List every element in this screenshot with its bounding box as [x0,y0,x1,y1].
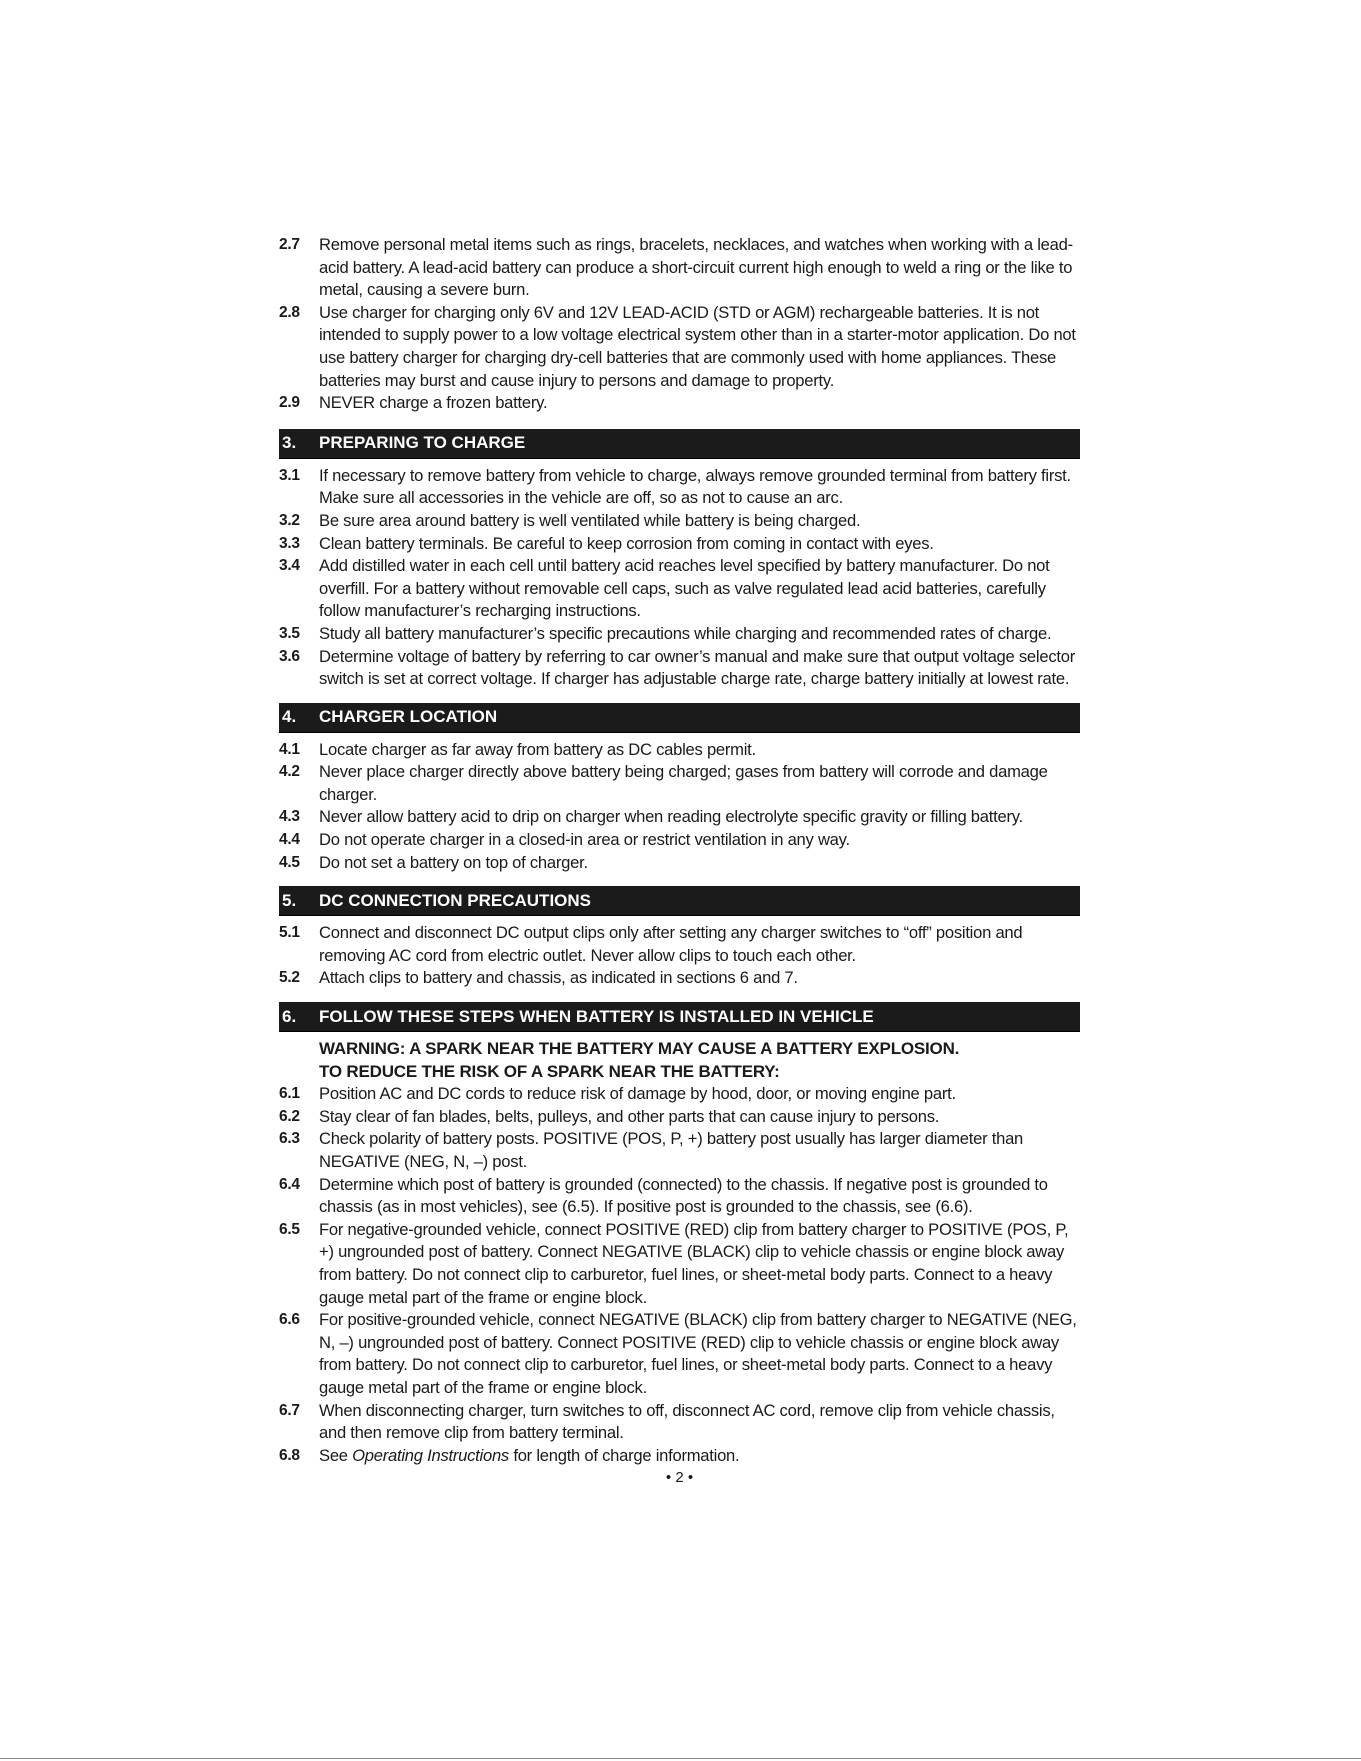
item-text: Attach clips to battery and chassis, as indicated in sections 6 and 7. [319,968,798,988]
item-number: 3.1 [279,466,300,484]
item-text: Determine voltage of battery by referring to car owner’s manual and make sure that output voltage selector switch is set at correct voltage. If charger has adjustable charge rate, charge battery initially at lowest rate. [319,646,1075,689]
list-item [279,465,1080,510]
item-number: 3.4 [279,557,300,575]
item-text: Locate charger as far away from battery as DC cables permit. [319,739,756,759]
list-item [279,510,1080,533]
list-item [279,392,1080,415]
section-6-list [279,1083,1080,1445]
bottom-edge-line [0,1758,1361,1759]
list-item [279,829,1080,852]
list-item [279,922,1080,967]
section-number: 3. [282,433,297,453]
list-item [279,646,1080,691]
item-text: Use charger for charging only 6V and 12V LEAD-ACID (STD or AGM) rechargeable batteries. It is not intended to supply power to a low voltage electrical system other than in a starter-motor application. Do not use battery charger for charging dry-cell batteries that are commonly used with home appliances. These batteries may burst and cause injury to persons and damage to property. [319,302,1076,390]
item-text: Do not operate charger in a closed-in area or restrict ventilation in any way. [319,830,850,850]
item-number: 2.7 [279,236,300,253]
item-number: 3.2 [279,511,300,529]
item-text: For negative-grounded vehicle, connect POSITIVE (RED) clip from battery charger to POSITIVE (POS, P, +) ungrounded post of battery. Connect NEGATIVE (BLACK) clip to vehicle chassis or engine block away from battery. Do not connect clip to carburetor, fuel lines, or sheet-metal body parts. Connect to a heavy gauge metal part of the frame or engine block. [319,1219,1069,1307]
item-number: 4.3 [279,808,300,826]
item-text: Check polarity of battery posts. POSITIVE (POS, P, +) battery post usually has larger diameter than NEGATIVE (NEG, N, –) post. [319,1129,1024,1171]
item-text: Position AC and DC cords to reduce risk of damage by hood, door, or moving engine part. [319,1084,956,1104]
item-number: 6.5 [279,1220,300,1238]
item-text: NEVER charge a frozen battery. [319,393,548,413]
item-text: Never allow battery acid to drip on charger when reading electrolyte specific gravity or filling battery. [319,807,1023,827]
item-text: Stay clear of fan blades, belts, pulleys, and other parts that can cause injury to persons. [319,1106,940,1126]
list-item [279,302,1080,392]
list-item [279,1400,1080,1445]
item-number: 3.3 [279,534,300,552]
list-item [279,1128,1080,1173]
list-item [279,852,1080,875]
list-item [279,623,1080,646]
item-text: Connect and disconnect DC output clips only after setting any charger switches to “off” position and removing AC cord from electric outlet. Never allow clips to touch each other. [319,923,1023,965]
item-text: Remove personal metal items such as rings, bracelets, necklaces, and watches when working with a lead-acid battery. A lead-acid battery can produce a short-circuit current high enough to weld a ring or the like to metal, causing a severe burn. [319,235,1073,300]
item-number: 6.2 [279,1107,300,1125]
item-number: 2.9 [279,394,300,412]
item-text: When disconnecting charger, turn switches to off, disconnect AC cord, remove clip from vehicle chassis, and then remove clip from battery terminal. [319,1400,1055,1443]
item-number: 4.5 [279,853,300,871]
section-title: PREPARING TO CHARGE [319,433,526,453]
item-number: 6.8 [279,1446,300,1464]
item-text: Do not set a battery on top of charger. [319,852,588,872]
section-number: 5. [282,890,297,910]
item-number: 3.5 [279,624,300,642]
list-item [279,1445,1080,1468]
section-4-list [279,739,1080,875]
manual-page [279,234,1080,1486]
item-number: 4.4 [279,831,300,849]
item-text-post: for length of charge information. [508,1445,740,1465]
warning-text [279,1038,1080,1083]
section-3-list [279,465,1080,691]
warning-line-2: TO REDUCE THE RISK OF A SPARK NEAR THE BATTERY: [319,1061,780,1081]
section-number: 6. [282,1006,297,1026]
item-text [319,1445,1080,1468]
section-6-header [279,1002,1080,1032]
item-text: Be sure area around battery is well ventilated while battery is being charged. [319,510,861,530]
item-text: For positive-grounded vehicle, connect NEGATIVE (BLACK) clip from battery charger to NEGATIVE (NEG, N, –) ungrounded post of battery. Connect POSITIVE (RED) clip to vehicle chassis or engine block away from battery. Do not connect clip to carburetor, fuel lines, or sheet-metal body parts. Connect to a heavy gauge metal part of the frame or engine block. [319,1310,1077,1397]
warning-line-1: WARNING: A SPARK NEAR THE BATTERY MAY CAUSE A BATTERY EXPLOSION. [319,1039,960,1059]
section-5-header [279,886,1080,916]
section-5-list [279,922,1080,990]
section-4-header [279,703,1080,733]
item-number: 5.2 [279,969,300,987]
list-item [279,1174,1080,1219]
list-item [279,555,1080,623]
item-number: 2.8 [279,303,300,321]
section-2-list [279,234,1080,415]
item-text: Clean battery terminals. Be careful to keep corrosion from coming in contact with eyes. [319,533,934,553]
item-number: 4.2 [279,763,300,781]
list-item [279,234,1080,302]
item-text: Add distilled water in each cell until battery acid reaches level specified by battery manufacturer. Do not overfill. For a battery without removable cell caps, such as valve regulated lead acid batteries, carefully follow manufacturer’s recharging instructions. [319,556,1050,621]
list-item [279,739,1080,762]
item-number: 6.3 [279,1130,300,1148]
item-number: 3.6 [279,647,300,665]
list-item [279,1219,1080,1309]
list-item [279,761,1080,806]
item-text: If necessary to remove battery from vehicle to charge, always remove grounded terminal from battery first. Make sure all accessories in the vehicle are off, so as not to cause an arc. [319,465,1071,508]
section-number: 4. [282,707,297,727]
section-title: FOLLOW THESE STEPS WHEN BATTERY IS INSTALLED IN VEHICLE [319,1006,874,1026]
page-number: • 2 • [665,1469,694,1487]
item-text: Study all battery manufacturer’s specific precautions while charging and recommended rates of charge. [319,623,1052,643]
item-number: 4.1 [279,740,300,758]
item-number: 6.1 [279,1085,300,1103]
item-number: 5.1 [279,924,300,942]
list-item [279,533,1080,556]
list-item [279,1106,1080,1129]
item-text-italic: Operating Instructions [352,1445,509,1465]
section-title: DC CONNECTION PRECAUTIONS [319,890,592,910]
section-3-header [279,429,1080,459]
item-text: Determine which post of battery is grounded (connected) to the chassis. If negative post is grounded to chassis (as in most vehicles), see (6.5). If positive post is grounded to the chassis, see (6.6). [319,1174,1048,1217]
item-number: 6.7 [279,1401,300,1419]
item-text: Never place charger directly above battery being charged; gases from battery will corrode and damage charger. [319,762,1048,804]
list-item [279,1309,1080,1399]
list-item [279,806,1080,829]
item-text-pre: See [319,1445,353,1465]
item-number: 6.6 [279,1311,300,1329]
list-item [279,967,1080,990]
list-item [279,1083,1080,1106]
section-title: CHARGER LOCATION [319,707,498,727]
item-number: 6.4 [279,1175,300,1193]
